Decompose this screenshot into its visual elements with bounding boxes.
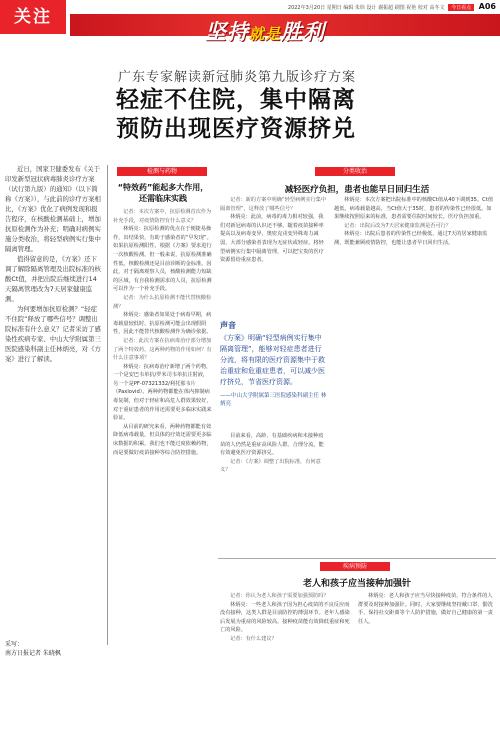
- pull-quote-label: 声音: [220, 321, 236, 330]
- body-paragraph: 记者：《方案》调整了出院标准，有何意义？: [220, 458, 321, 474]
- pull-quote-text: 《方案》明确“轻型病例实行集中隔离管理”，能够对轻症患者进行分流，将有限的医疗资源集中于救治重症和危重症患者，可以减少医疗挤兑，节省医疗资源。: [220, 334, 325, 386]
- body-paragraph: 林炳亮：抗病毒治疗新增了两个药物，一个是安巴韦单抗/罗米司韦单抗注射液，另一个是PF-07321332/利托那韦片（Paxlovid）。两种药物都能在体内抑制病毒复制，但对于轻症和高危人群效果较好，对于重症患者的作用还需要更多临床实践来验证。: [113, 363, 212, 422]
- body-paragraph: 林炳亮：一些老人和孩子因为担心疫苗的不良反应而没有接种，这类人群是目前防控的薄弱环节。老年人感染后发展为重症的风险较高，接种疫苗能有效降低重症和死亡的风险。: [220, 601, 350, 634]
- article-kicker: 广东专家解读新冠肺炎第九版诊疗方案: [118, 70, 357, 85]
- body-paragraph: 从目前的研究来看，两种药物都能有效降低病毒载量，但具体的疗效还需要更多临床数据的积累。我们也不能过度依赖药物，而是要做好疫苗接种等综合防控措施。: [113, 423, 212, 456]
- page-number: A06: [478, 2, 496, 11]
- column-subhead-testing: “特效药”能起多大作用， 还需临床实践: [117, 183, 209, 203]
- column-body-prevention-b: [358, 592, 494, 742]
- headline-line-1: 轻症不住院，集中隔离: [116, 87, 356, 113]
- section-tag: 关注: [0, 0, 66, 34]
- body-paragraph: 记者：出院后改为7天居家健康监测是否可行？: [344, 222, 452, 229]
- column-subhead-triage: 减轻医疗负担，患者也能早日回归生活: [284, 185, 430, 195]
- column-head-prevention: 疾病预防: [320, 562, 390, 571]
- body-paragraph: 林炳亮：老人和孩子应当尽快接种疫苗，符合条件的人群要及时接种加强针。同时，大家要继续坚持戴口罩、勤洗手、保持社交距离等个人防护措施，做好自己健康的第一责任人。: [358, 593, 493, 625]
- article-headline: [116, 86, 356, 144]
- column-body-prevention-a: [220, 592, 350, 742]
- lede-column: [5, 164, 101, 364]
- body-paragraph: 林炳亮：本次方案把出院标准中的核酸Ct值从40下调到35。Ct值越低，病毒载量越高，当Ct值大于35时，患者的传染性已经很低。如果继续按照原来的标准，患者需要住院时间较长，医疗负担加重。: [334, 197, 494, 221]
- lede-paragraph: 近日，国家卫健委发布《关于印发新型冠状病毒肺炎诊疗方案（试行第九版）的通知》（以下简称《方案》），与此前的诊疗方案相比，《方案》优化了病例发现和报告程序，在核酸检测基础上，增加抗原检测作为补充；明确对病例实施分类收治，将轻型病例实行集中隔离管理。: [5, 165, 101, 253]
- body-paragraph: 记者：本次方案中，抗原检测首次作为补充手段，对疫情防控有什么意义？: [113, 209, 212, 224]
- body-paragraph: 记者：此次方案在抗病毒治疗部分增加了两个特效药。这两种药物的作用如何？有什么注意事项？: [113, 337, 212, 362]
- author-credit: 采写： 南方日报记者 朱晓枫: [5, 641, 61, 657]
- body-paragraph: 记者：为什么抗原检测不能代替核酸检测？: [113, 294, 212, 310]
- column-body-testing: [113, 208, 213, 678]
- column-head-testing: 检测与药物: [117, 167, 207, 176]
- body-paragraph: 记者：你认为老人和孩子需要加强预防吗？: [230, 593, 329, 599]
- lede-paragraph: 值得留意的是，《方案》还下调了解除隔离管理及出院标准的核酸Ct值，并把出院后继续进行14天隔离管理改为7天居家健康监测。: [5, 255, 101, 303]
- banner-title-b: 就是: [249, 25, 282, 43]
- banner-title-c: 胜利: [281, 19, 326, 44]
- column-body-triage-c: [334, 196, 494, 552]
- column-divider: [107, 165, 108, 645]
- body-paragraph: 林炳亮：抗原检测的优点在于便捷易操作，出结果快，有助于感染者的“早发现”。如果抗原检测阳性，根据《方案》要求进行一次核酸检测。但一般来说，抗原检测准确性低，核酸检测还是目前诊断的金标准。因此，对于隔离观察人员，核酸检测能力短缺的区域，有自我检测需求的人员，抗原检测可以作为一个补充手段。: [113, 226, 212, 293]
- column-subhead-prevention: 老人和孩子应当接种加强针: [302, 579, 411, 589]
- pull-quote: [220, 320, 328, 420]
- column-head-triage: 分类收治: [315, 167, 395, 176]
- column-body-triage-b: [220, 432, 328, 552]
- edition-badge: 今日看点: [448, 4, 474, 11]
- body-paragraph: 林炳亮：此前，病毒的毒力相对较强，我们对新冠病毒的认识还不够。随着疫苗接种率提高以及病毒变异，奥密克戎变异株毒力减弱，大部分感染者表现为无症状或轻症。将轻型病例实行集中隔离管理，可以把宝贵的医疗资源留给重症患者。: [220, 214, 324, 264]
- body-paragraph: 林炳亮：出院后患者的传染性已经极低，通过7天的居家健康监测，既能兼顾疫情防控，也能让患者早日回归生活。: [334, 231, 488, 246]
- body-paragraph: 林炳亮：感染者如果处于病毒早期，病毒载量较低时，抗原检测可能会出现假阴性，因此不能替代核酸检测作为确诊依据。: [113, 312, 212, 336]
- body-paragraph: 记者：新的方案中明确“轻型病例实行集中隔离管理”，这释放了哪些信号？: [220, 197, 327, 212]
- column-body-triage-a: [220, 196, 328, 318]
- body-paragraph: 记者：有什么建议？: [230, 635, 277, 642]
- section-divider: [218, 558, 496, 559]
- headline-line-2: 预防出现医疗资源挤兑: [116, 116, 356, 142]
- body-paragraph: 目前来看，高龄、有基础疾病和未接种疫苗的人仍然是重症高风险人群。合理分流，能有效避免医疗资源挤兑。: [220, 433, 324, 457]
- banner-title-a: 坚持: [205, 19, 249, 44]
- pull-quote-source: ——中山大学附属第三医院感染科副主任 林炳亮: [220, 393, 327, 407]
- lede-paragraph: 为何要增加抗原检测？“轻症不住院”释放了哪些信号？调整出院标准有什么意义？记者采访了感染性疾病专家、中山大学附属第三医院感染科副主任林炳亮，对《方案》进行了解读。: [5, 305, 101, 363]
- date-line: 2022年3月20日 星期日 编辑 朱炜 设计 谢振超 刷图 祝艳 校对 高冬文: [287, 5, 445, 11]
- banner-title: [205, 16, 325, 46]
- page-info: [288, 2, 496, 11]
